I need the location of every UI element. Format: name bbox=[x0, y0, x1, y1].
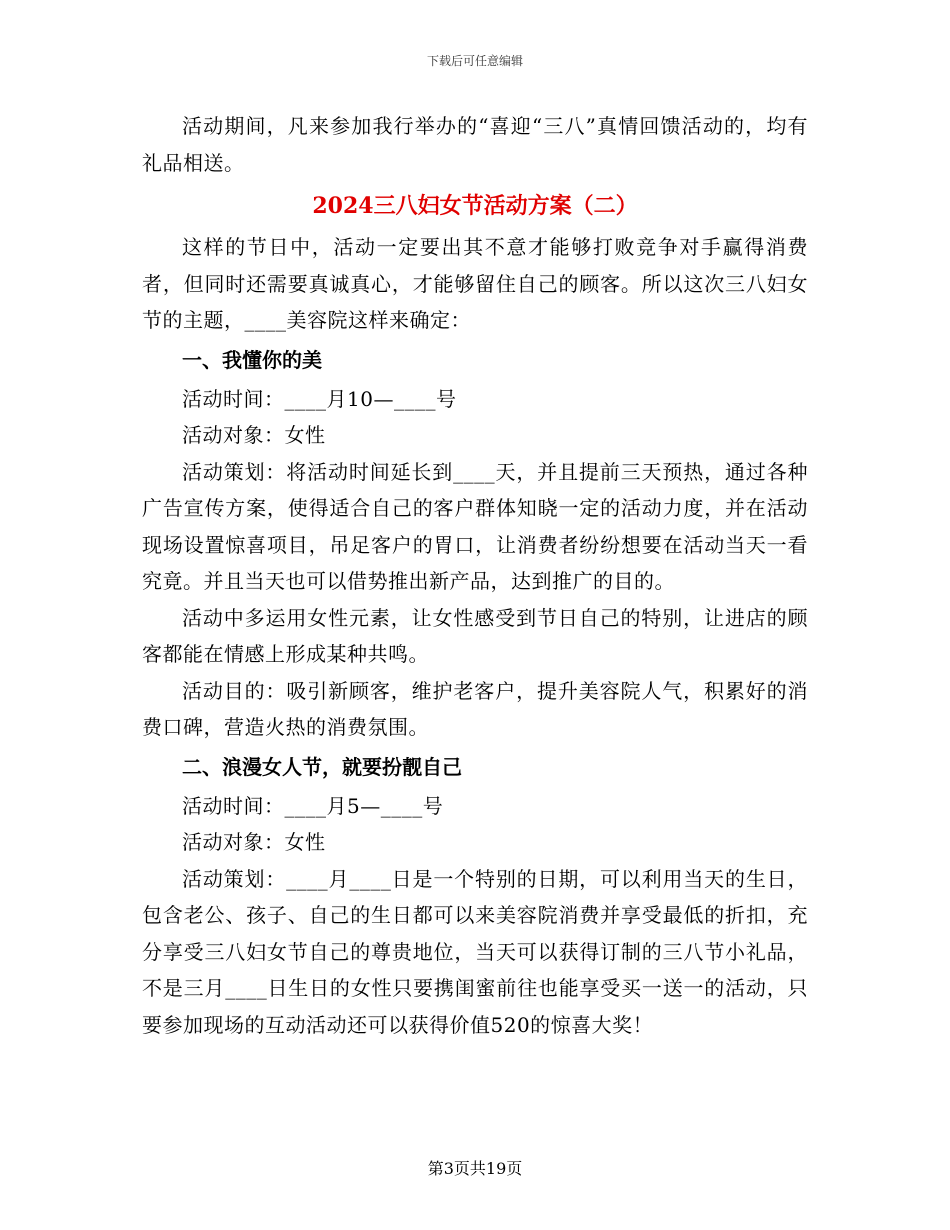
page-footer: 第3页共19页 bbox=[427, 1159, 523, 1178]
section1-extra: 活动中多运用女性元素，让女性感受到节日自己的特别，让进店的顾客都能在情感上形成某种共鸣。 bbox=[142, 605, 808, 666]
section1-plan: 活动策划：将活动时间延长到____天，并且提前三天预热，通过各种广告宣传方案，使得适合自己的客户群体知晓一定的活动力度，并在活动现场设置惊喜项目，吊足客户的胃口，让消费者纷纷想要在活动当天一看究竟。并且当天也可以借势推出新产品，达到推广的目的。 bbox=[142, 459, 808, 593]
section1-target: 活动对象：女性 bbox=[182, 423, 326, 447]
document-body bbox=[142, 108, 808, 1043]
section1-goal: 活动目的：吸引新顾客，维护老客户，提升美容院人气，积累好的消费口碑，营造火热的消费氛围。 bbox=[142, 678, 808, 739]
section1-time: 活动时间：____月10—____号 bbox=[182, 386, 457, 411]
section1-heading: 一、我懂你的美 bbox=[182, 347, 322, 372]
section2-target: 活动对象：女性 bbox=[182, 830, 326, 854]
page-header: 下载后可任意编辑 bbox=[426, 54, 523, 68]
section-title: 2024三八妇女节活动方案（二） bbox=[312, 193, 638, 219]
section2-heading: 二、浪漫女人节，就要扮靓自己 bbox=[182, 754, 462, 779]
lead-paragraph: 这样的节日中，活动一定要出其不意才能够打败竞争对手赢得消费者，但同时还需要真诚真心，才能够留住自己的顾客。所以这次三八妇女节的主题，____美容院这样来确定： bbox=[142, 235, 808, 332]
section2-time: 活动时间：____月5—____号 bbox=[182, 793, 444, 818]
intro-paragraph: 活动期间，凡来参加我行举办的“喜迎“三八”真情回馈活动的，均有礼品相送。 bbox=[142, 114, 808, 175]
section2-plan: 活动策划：____月____日是一个特别的日期，可以利用当天的生日，包含老公、孩子、自己的生日都可以来美容院消费并享受最低的折扣，充分享受三八妇女节自己的尊贵地位，当天可以获得订制的三八节小礼品，不是三月____日生日的女性只要携闺蜜前往也能享受买一送一的活动，只要参加现场的互动活动还可以获得价值520的惊喜大奖！ bbox=[142, 866, 808, 1037]
